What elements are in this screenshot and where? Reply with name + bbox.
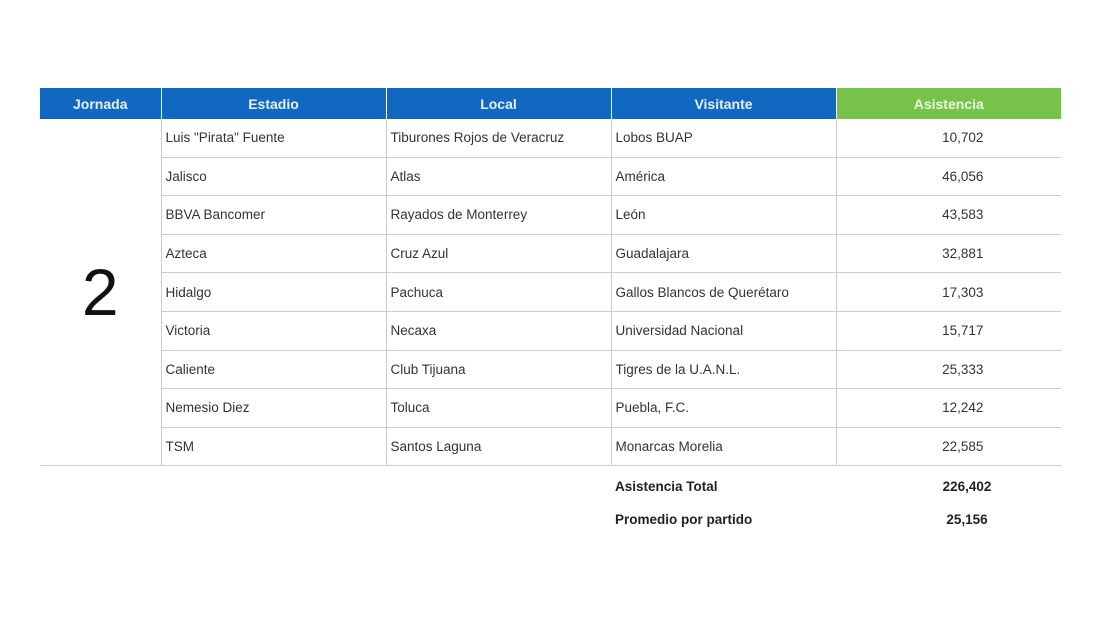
table-row: [40, 273, 1061, 312]
header-estadio: Estadio: [161, 88, 386, 119]
cell-visitante: Universidad Nacional: [611, 311, 836, 350]
cell-visitante: Guadalajara: [611, 234, 836, 273]
cell-asistencia: 22,585: [836, 427, 1061, 466]
table-row: [40, 350, 1061, 389]
cell-estadio: Luis "Pirata" Fuente: [161, 119, 386, 157]
cell-visitante: Tigres de la U.A.N.L.: [611, 350, 836, 389]
cell-estadio: Hidalgo: [161, 273, 386, 312]
cell-local: Necaxa: [386, 311, 611, 350]
cell-asistencia: 25,333: [836, 350, 1061, 389]
cell-estadio: Caliente: [161, 350, 386, 389]
cell-asistencia: 12,242: [836, 389, 1061, 428]
average-label: Promedio por partido: [615, 512, 753, 527]
table-row: [40, 234, 1061, 273]
cell-visitante: León: [611, 196, 836, 235]
summary-block: [615, 470, 1062, 536]
header-visitante: Visitante: [611, 88, 836, 119]
cell-local: Rayados de Monterrey: [386, 196, 611, 235]
total-label: Asistencia Total: [615, 479, 718, 494]
header-local: Local: [386, 88, 611, 119]
cell-asistencia: 15,717: [836, 311, 1061, 350]
cell-visitante: Lobos BUAP: [611, 119, 836, 157]
table-body: [40, 119, 1061, 466]
cell-local: Tiburones Rojos de Veracruz: [386, 119, 611, 157]
table-row: [40, 157, 1061, 196]
attendance-table: [40, 88, 1061, 466]
cell-local: Toluca: [386, 389, 611, 428]
cell-asistencia: 32,881: [836, 234, 1061, 273]
average-row: [615, 503, 1062, 536]
cell-asistencia: 10,702: [836, 119, 1061, 157]
cell-local: Cruz Azul: [386, 234, 611, 273]
table-row: [40, 427, 1061, 466]
cell-estadio: Azteca: [161, 234, 386, 273]
total-value: 226,402: [942, 479, 992, 494]
cell-estadio: Victoria: [161, 311, 386, 350]
table-row: [40, 196, 1061, 235]
jornada-number: 2: [40, 119, 161, 466]
total-row: [615, 470, 1062, 503]
header-asistencia: Asistencia: [836, 88, 1061, 119]
table-row: [40, 389, 1061, 428]
cell-visitante: América: [611, 157, 836, 196]
cell-asistencia: 46,056: [836, 157, 1061, 196]
cell-estadio: Nemesio Diez: [161, 389, 386, 428]
cell-visitante: Monarcas Morelia: [611, 427, 836, 466]
cell-local: Pachuca: [386, 273, 611, 312]
cell-asistencia: 17,303: [836, 273, 1061, 312]
cell-estadio: BBVA Bancomer: [161, 196, 386, 235]
header-row: [40, 88, 1061, 119]
cell-asistencia: 43,583: [836, 196, 1061, 235]
cell-estadio: TSM: [161, 427, 386, 466]
cell-local: Club Tijuana: [386, 350, 611, 389]
header-jornada: Jornada: [40, 88, 161, 119]
cell-local: Santos Laguna: [386, 427, 611, 466]
table-row: [40, 119, 1061, 157]
table-row: [40, 311, 1061, 350]
average-value: 25,156: [946, 512, 988, 527]
cell-local: Atlas: [386, 157, 611, 196]
cell-estadio: Jalisco: [161, 157, 386, 196]
cell-visitante: Puebla, F.C.: [611, 389, 836, 428]
cell-visitante: Gallos Blancos de Querétaro: [611, 273, 836, 312]
